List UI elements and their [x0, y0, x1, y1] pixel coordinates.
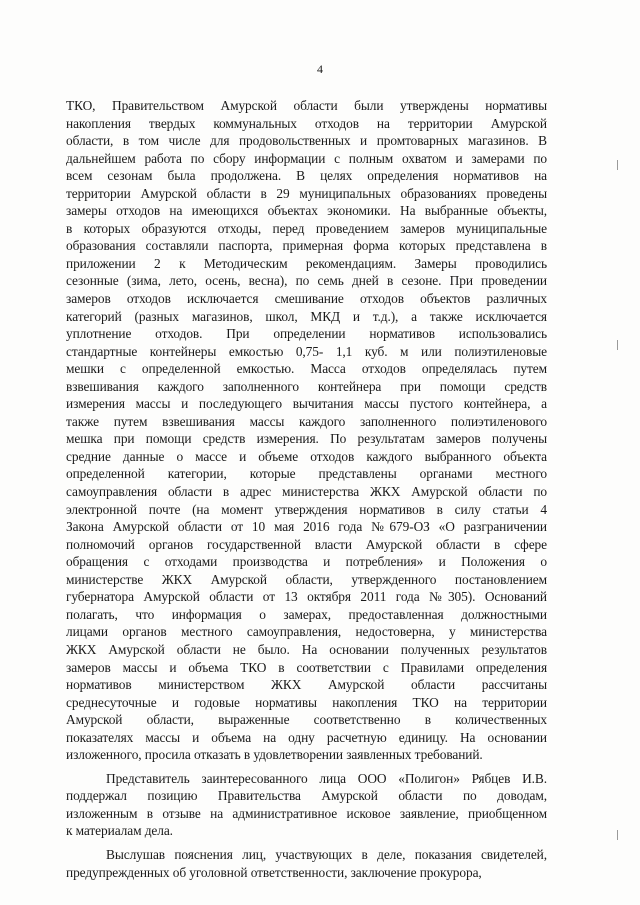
text-line: определенной категории, которые представлены органами местного: [66, 466, 547, 482]
text-line: образования составляли паспорта, примерная форма которых представлена в: [66, 238, 547, 254]
text-line: средние данные о массе и объеме отходов каждого выбранного объекта: [66, 448, 547, 464]
text-line: нормативов министерством ЖКХ Амурской области рассчитаны: [66, 677, 547, 693]
paragraph: [66, 97, 547, 764]
text-line: уплотнение отходов. При определении нормативов использовались: [66, 326, 547, 342]
text-line: в которых образуются отходы, перед проведением замеров муниципальные: [66, 220, 547, 236]
text-line: среднесуточные и годовые нормативы накопления ТКО на территории: [66, 694, 547, 710]
paragraph: [66, 770, 547, 840]
text-line: полномочий органов государственной власти Амурской области в сфере: [66, 536, 547, 552]
scan-margin-mark: [617, 160, 618, 170]
text-line: обращения с отходами производства и потребления» и Положения о: [66, 554, 547, 570]
text-line: Представитель заинтересованного лица ООО «Полигон» Рябцев И.В.: [106, 770, 547, 786]
text-line: полагать, что информация о замерах, предоставленная должностными: [66, 606, 547, 622]
text-line: области, в том числе для продовольственных и промтоварных магазинов. В: [66, 133, 547, 149]
text-line: ТКО, Правительством Амурской области были утверждены нормативы: [66, 98, 547, 113]
text-line: изложенного, просила отказать в удовлетворении заявленных требований.: [66, 747, 483, 763]
text-line: измерения массы и последующего вычитания массы пустого контейнера, а: [66, 396, 547, 412]
text-line: замеров массы и объема ТКО в соответствии с Правилами определения: [66, 659, 547, 675]
paragraph: [66, 846, 547, 881]
scan-margin-mark: [617, 340, 618, 350]
text-line: взвешивания каждого заполненного контейнера при помощи средств: [66, 378, 547, 394]
text-line: предупрежденных об уголовной ответственности, заключение прокурора,: [66, 864, 482, 880]
text-line: лицами органов местного самоуправления, недостоверна, у министерства: [66, 624, 547, 640]
text-line: самоуправления области в адрес министерства ЖКХ Амурской области по: [66, 484, 547, 500]
text-line: губернатора Амурской области от 13 октября 2011 года №305). Оснований: [66, 589, 547, 605]
text-line: электронной почте (на момент утверждения нормативов в силу статьи 4: [66, 501, 547, 517]
text-line: министерстве ЖКХ Амурской области, утвержденного постановлением: [66, 571, 547, 587]
text-line: мешка при помощи средств измерения. По результатам замеров получены: [66, 431, 547, 447]
text-line: территории Амурской области в 29 муниципальных образованиях проведены: [66, 185, 547, 201]
text-line: показателях массы и объема на одну расчетную единицу. На основании: [66, 729, 547, 745]
text-line: приложении 2 к Методическим рекомендациям. Замеры проводились: [66, 255, 547, 271]
text-line: мешки с определенной емкостью. Масса отходов определялась путем: [66, 361, 547, 377]
text-line: Амурской области, выраженные соответственно в количественных: [66, 712, 547, 728]
text-line: дальнейшем работа по сбору информации с полным охватом и замерами по: [66, 150, 547, 166]
text-line: также путем взвешивания массы каждого заполненного полиэтиленового: [66, 413, 547, 429]
text-line: замеров отходов исключается смешивание отходов объектов различных: [66, 291, 547, 307]
page-number: 4: [317, 62, 323, 76]
text-line: Закона Амурской области от 10 мая 2016 года №679-ОЗ «О разграничении: [66, 519, 547, 535]
scan-margin-mark: [617, 830, 618, 840]
text-line: всем сезонам была продолжена. В целях определения нормативов на: [66, 168, 547, 184]
text-line: к материалам дела.: [66, 823, 173, 839]
text-line: стандартные контейнеры емкостью 0,75- 1,1 куб. м или полиэтиленовые: [66, 343, 547, 359]
text-line: замеры отходов на имеющихся объектах экономики. На выбранные объекты,: [66, 203, 547, 219]
text-line: поддержал позицию Правительства Амурской области по доводам,: [66, 788, 547, 804]
text-line: накопления твердых коммунальных отходов на территории Амурской: [66, 115, 547, 131]
text-line: ЖКХ Амурской области не было. На основании полученных результатов: [66, 641, 547, 657]
text-line: Выслушав пояснения лиц, участвующих в деле, показания свидетелей,: [106, 846, 547, 862]
text-line: категорий (разных магазинов, школ, МКД и т.д.), а также исключается: [66, 308, 547, 324]
document-body: [66, 97, 547, 881]
text-line: изложенным в отзыве на административное исковое заявление, приобщенном: [66, 805, 547, 821]
text-line: сезонные (зима, лето, осень, весна), по семь дней в сезоне. При проведении: [66, 273, 547, 289]
